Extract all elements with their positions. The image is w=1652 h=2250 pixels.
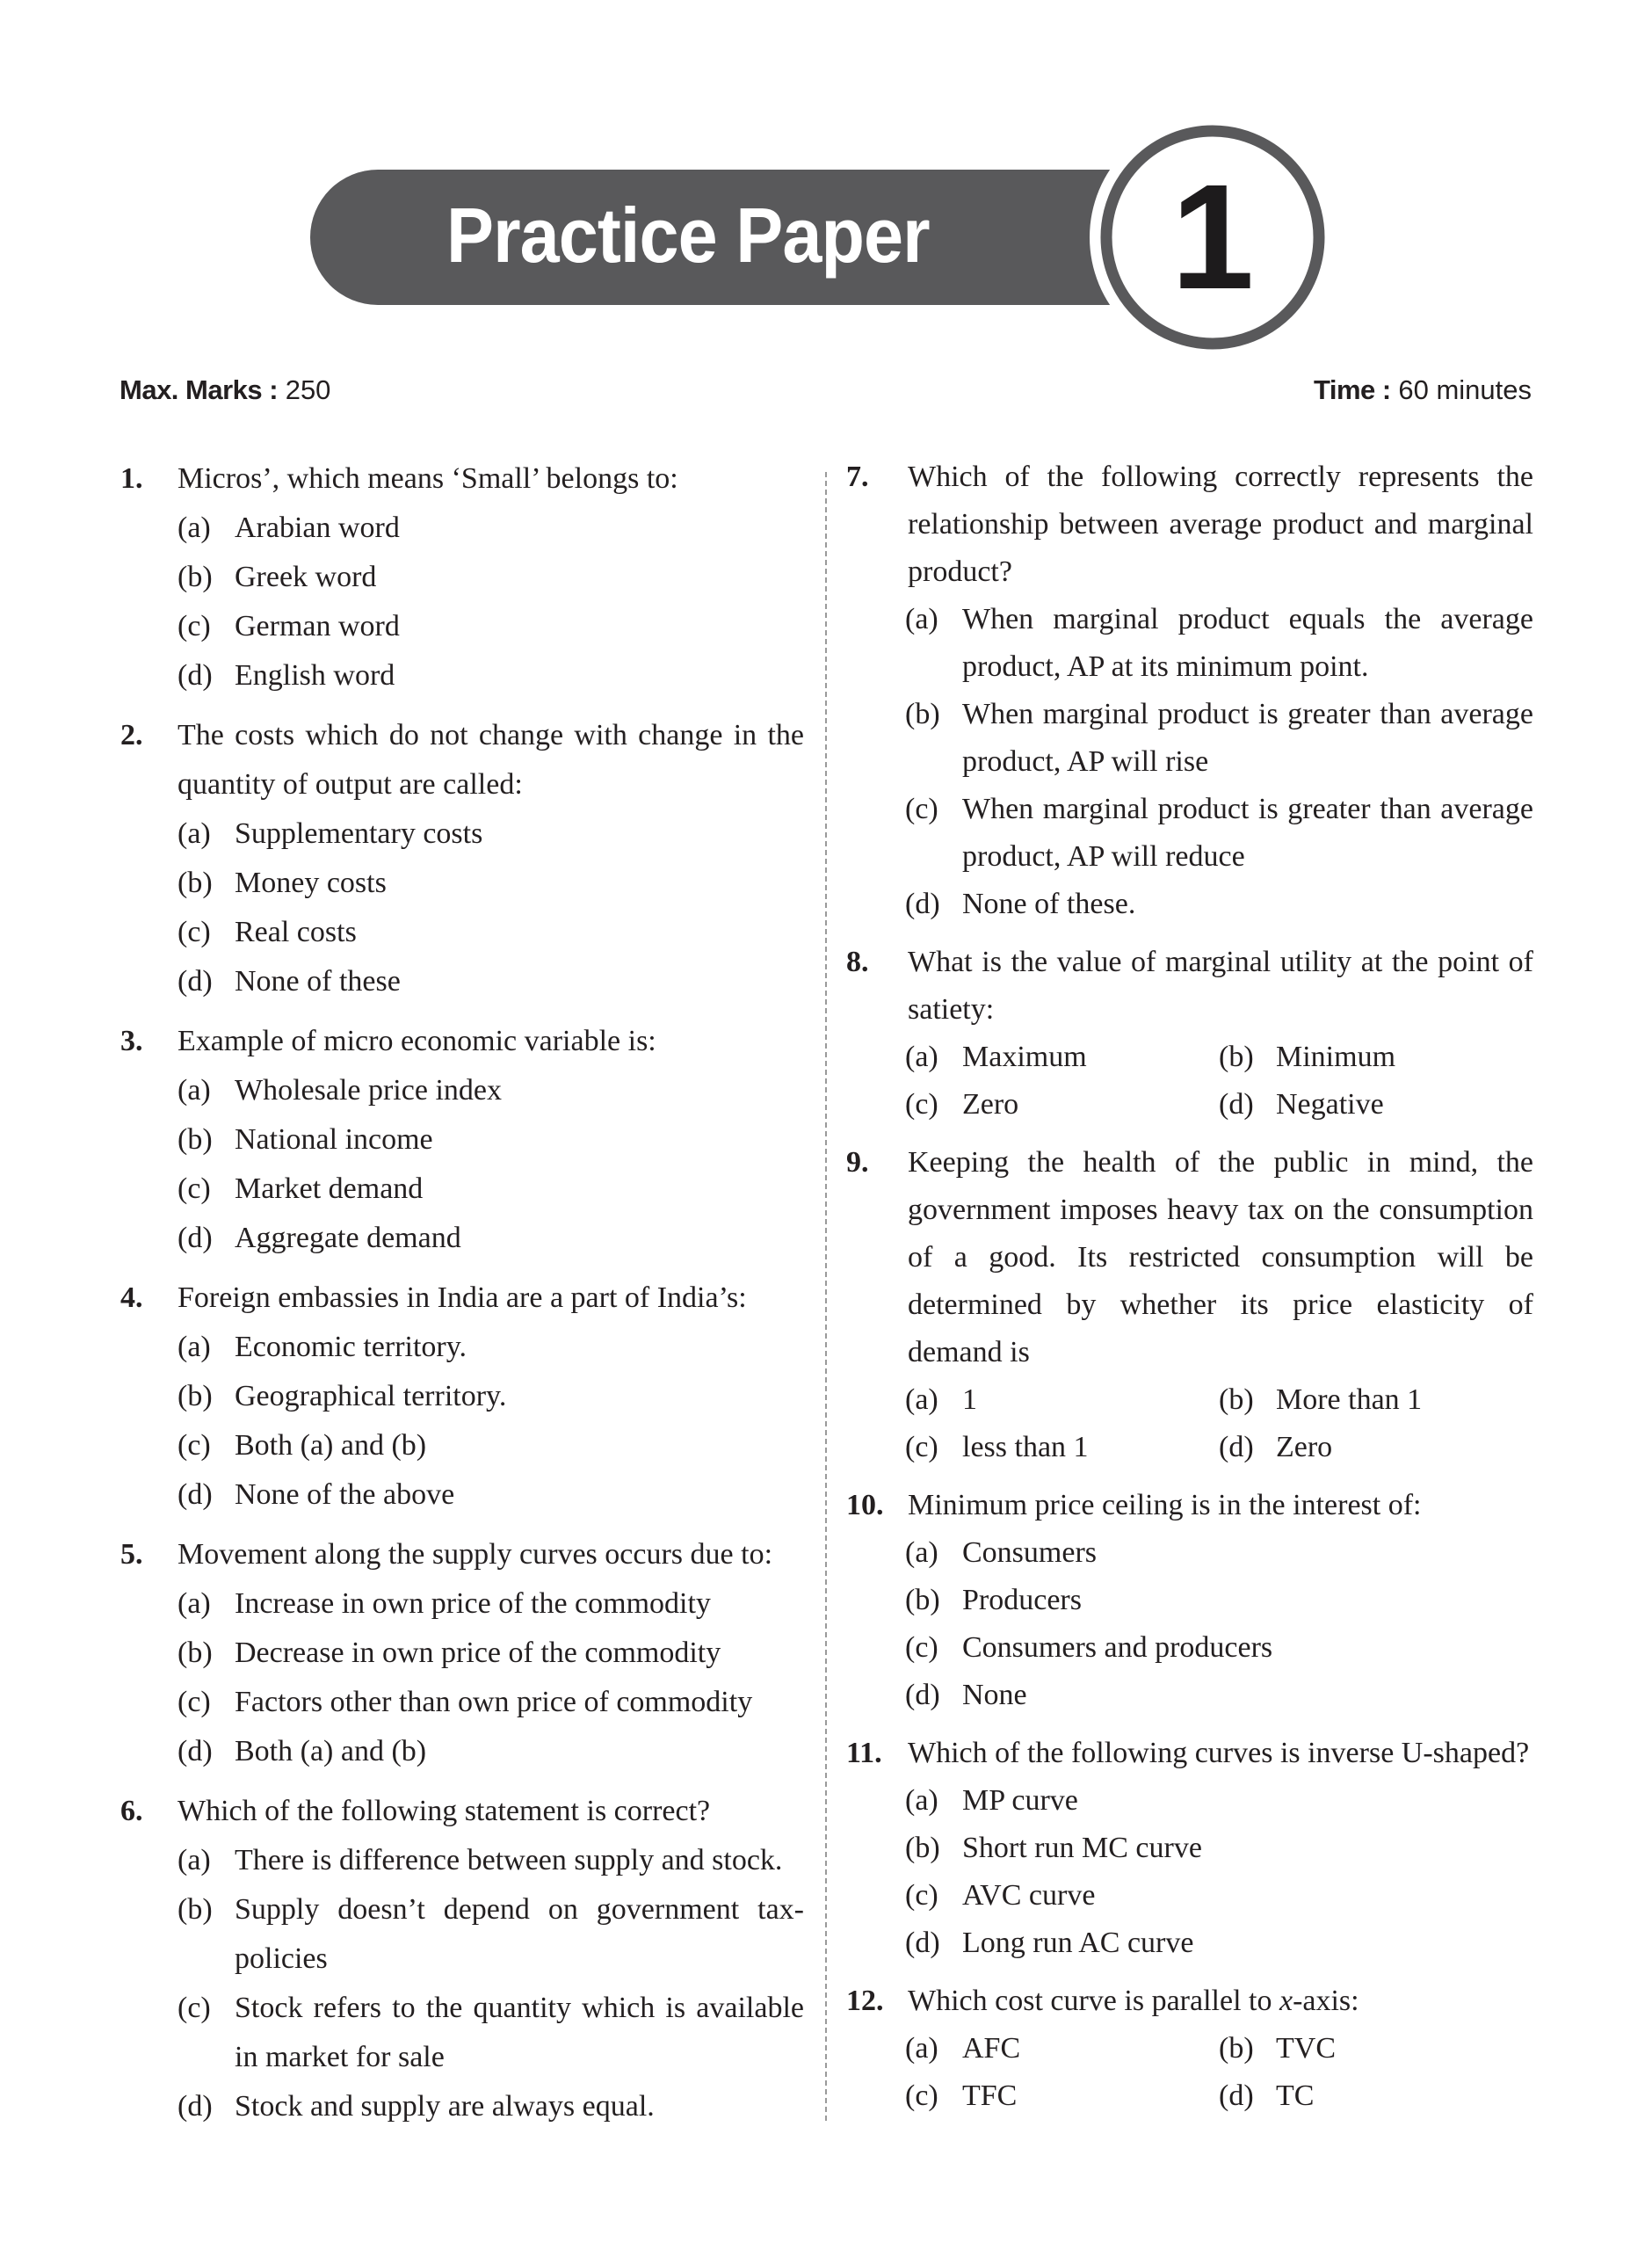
question-number: 2.: [120, 719, 143, 751]
option-text: When marginal product equals the average product, AP at its minimum point.: [962, 603, 1533, 683]
option[interactable]: [905, 1034, 1219, 1081]
option[interactable]: [178, 1678, 804, 1727]
question-text: Keeping the health of the public in mind, the government imposes heavy tax on the consumption of a good. Its restricted consumption will be determined by whether its price elasticity of demand is: [908, 1146, 1533, 1368]
option[interactable]: [178, 1984, 804, 2082]
option-label: (b): [178, 1123, 213, 1156]
option-text: Producers: [962, 1584, 1082, 1616]
option-label: (a): [905, 2032, 938, 2065]
option-label: (a): [905, 1784, 938, 1817]
option[interactable]: [178, 908, 804, 957]
option-text: Short run MC curve: [962, 1832, 1202, 1864]
option-text: Greek word: [235, 561, 377, 593]
option-text: None of these: [235, 965, 401, 998]
option[interactable]: [178, 1629, 804, 1678]
option-text: AFC: [962, 2032, 1021, 2065]
option-label: (d): [1219, 2079, 1254, 2112]
question-text-part: -axis:: [1293, 1985, 1359, 2017]
option-label: (d): [905, 1927, 940, 1959]
option-text: less than 1: [962, 1431, 1089, 1463]
option[interactable]: [178, 651, 804, 700]
banner-title: Practice Paper: [446, 192, 930, 279]
question-text: Micros’, which means ‘Small’ belongs to:: [178, 462, 678, 495]
option-text: MP curve: [962, 1784, 1078, 1817]
right-column: [846, 454, 1533, 2120]
option-label: (b): [178, 867, 213, 899]
option-label: (b): [178, 1637, 213, 1669]
option-label: (c): [178, 1429, 211, 1462]
option[interactable]: [178, 1214, 804, 1263]
option-text: Factors other than own price of commodity: [235, 1686, 753, 1718]
option-text: Stock refers to the quantity which is available in market for sale: [235, 1992, 804, 2073]
option-label: (b): [178, 1893, 213, 1926]
option[interactable]: [1219, 2072, 1533, 2120]
option[interactable]: [905, 2072, 1219, 2120]
question-text: Which of the following correctly represents the relationship between average product and marginal product?: [908, 461, 1533, 588]
option-text: Zero: [962, 1088, 1019, 1121]
option-text: Zero: [1276, 1431, 1333, 1463]
column-divider: [825, 472, 827, 2121]
option-text: Economic territory.: [235, 1331, 467, 1363]
option-text: Decrease in own price of the commodity: [235, 1637, 721, 1669]
question-text: Movement along the supply curves occurs due to:: [178, 1538, 773, 1571]
option[interactable]: [905, 1672, 1533, 1719]
option[interactable]: [905, 691, 1533, 786]
question-text: What is the value of marginal utility at the point of satiety:: [908, 946, 1533, 1026]
question-7: [846, 454, 1533, 928]
option-label: (a): [178, 817, 211, 850]
option[interactable]: [905, 1424, 1219, 1471]
option-label: (c): [905, 1088, 938, 1121]
option[interactable]: [178, 1727, 804, 1776]
option-label: (d): [178, 965, 213, 998]
option-text: AVC curve: [962, 1879, 1096, 1912]
option-label: (a): [178, 1587, 211, 1620]
paper-banner: [0, 0, 1652, 369]
option[interactable]: [905, 881, 1533, 928]
option[interactable]: [905, 2025, 1219, 2072]
option[interactable]: [905, 1777, 1533, 1825]
option[interactable]: [1219, 1034, 1533, 1081]
option-text: Aggregate demand: [235, 1222, 461, 1254]
question-8: [846, 939, 1533, 1129]
option[interactable]: [178, 1372, 804, 1421]
option-label: (a): [905, 1041, 938, 1073]
option[interactable]: [1219, 1424, 1533, 1471]
question-number: 6.: [120, 1795, 143, 1827]
banner-graphic: [0, 0, 1652, 369]
question-number: 7.: [846, 461, 869, 493]
option-label: (d): [178, 1735, 213, 1767]
option[interactable]: [178, 1066, 804, 1115]
option[interactable]: [178, 504, 804, 553]
option-label: (a): [905, 603, 938, 635]
question-text: [908, 1978, 1533, 2025]
option-label: (c): [905, 2079, 938, 2112]
option-text: None: [962, 1679, 1027, 1711]
option-text: 1: [962, 1383, 977, 1416]
time-label: Time :: [1314, 374, 1391, 405]
option-text: When marginal product is greater than average product, AP will rise: [962, 698, 1533, 778]
question-number: 3.: [120, 1025, 143, 1057]
option-label: (a): [178, 1844, 211, 1876]
question-text: Which of the following statement is correct?: [178, 1795, 711, 1827]
question-number: 10.: [846, 1489, 884, 1521]
option-text: TC: [1276, 2079, 1315, 2112]
option-text: Supplementary costs: [235, 817, 483, 850]
option-text: Increase in own price of the commodity: [235, 1587, 711, 1620]
option-label: (d): [178, 659, 213, 692]
option-text: None of these.: [962, 888, 1136, 920]
option-text: Both (a) and (b): [235, 1429, 427, 1462]
question-number: 11.: [846, 1737, 882, 1769]
question-10: [846, 1482, 1533, 1719]
option-text: Long run AC curve: [962, 1927, 1194, 1959]
option-label: (c): [178, 916, 211, 948]
option-label: (b): [1219, 1041, 1254, 1073]
option-text: None of the above: [235, 1478, 455, 1511]
option[interactable]: [178, 2082, 804, 2131]
question-number: 1.: [120, 462, 143, 495]
option[interactable]: [905, 1872, 1533, 1920]
option-label: (c): [178, 610, 211, 642]
option-label: (d): [1219, 1088, 1254, 1121]
option-label: (a): [905, 1536, 938, 1569]
option-text: Arabian word: [235, 512, 400, 544]
option-label: (d): [178, 2090, 213, 2123]
option-text: TFC: [962, 2079, 1018, 2112]
option-text: Supply doesn’t depend on government tax-policies: [235, 1893, 804, 1975]
option-label: (d): [178, 1222, 213, 1254]
option[interactable]: [1219, 2025, 1533, 2072]
option[interactable]: [905, 1577, 1533, 1624]
question-number: 8.: [846, 946, 869, 978]
option-label: (b): [905, 1832, 940, 1864]
option-text: Both (a) and (b): [235, 1735, 427, 1767]
option-label: (a): [178, 1074, 211, 1107]
option[interactable]: [178, 957, 804, 1006]
option[interactable]: [178, 1323, 804, 1372]
option-label: (b): [178, 1380, 213, 1412]
option[interactable]: [178, 602, 804, 651]
option-label: (b): [905, 698, 940, 730]
option[interactable]: [178, 1836, 804, 1885]
option[interactable]: [905, 1081, 1219, 1129]
option[interactable]: [905, 1920, 1533, 1967]
option[interactable]: [178, 553, 804, 602]
option-text: Maximum: [962, 1041, 1087, 1073]
option-label: (d): [905, 1679, 940, 1711]
option[interactable]: [905, 1624, 1533, 1672]
option-text: National income: [235, 1123, 433, 1156]
left-column: [120, 454, 804, 2131]
option[interactable]: [1219, 1081, 1533, 1129]
question-2: [120, 711, 804, 1006]
option-text: There is difference between supply and stock.: [235, 1844, 783, 1876]
option-label: (a): [178, 1331, 211, 1363]
option-label: (b): [1219, 1383, 1254, 1416]
option[interactable]: [905, 1529, 1533, 1577]
question-text: Example of micro economic variable is:: [178, 1025, 656, 1057]
option-label: (d): [178, 1478, 213, 1511]
option-text: English word: [235, 659, 395, 692]
option-label: (a): [905, 1383, 938, 1416]
question-text: Which of the following curves is inverse U-shaped?: [908, 1737, 1530, 1769]
option-text: Consumers and producers: [962, 1631, 1273, 1664]
option-text: Wholesale price index: [235, 1074, 502, 1107]
time-value: 60 minutes: [1398, 374, 1532, 405]
option[interactable]: [178, 1885, 804, 1984]
option-label: (c): [178, 1172, 211, 1205]
option-text: Negative: [1276, 1088, 1384, 1121]
max-marks-label: Max. Marks :: [120, 374, 279, 405]
question-3: [120, 1017, 804, 1263]
question-text-italic: x: [1279, 1985, 1293, 2017]
option-label: (c): [905, 1631, 938, 1664]
option-label: (b): [178, 561, 213, 593]
question-text: The costs which do not change with change in the quantity of output are called:: [178, 719, 804, 801]
option-text: German word: [235, 610, 400, 642]
max-marks-value: 250: [285, 374, 331, 405]
question-number: 12.: [846, 1985, 884, 2017]
option-label: (c): [178, 1686, 211, 1718]
option-text: Minimum: [1276, 1041, 1396, 1073]
max-marks: [120, 373, 330, 408]
question-6: [120, 1787, 804, 2131]
option[interactable]: [178, 859, 804, 908]
option-text: Stock and supply are always equal.: [235, 2090, 655, 2123]
option-label: (c): [905, 1879, 938, 1912]
option-label: (c): [905, 1431, 938, 1463]
option-text: Money costs: [235, 867, 387, 899]
option[interactable]: [905, 1376, 1219, 1424]
question-number: 9.: [846, 1146, 869, 1179]
time-allowed: [1314, 373, 1532, 408]
option[interactable]: [178, 1421, 804, 1470]
option-label: (b): [905, 1584, 940, 1616]
option[interactable]: [905, 786, 1533, 881]
paper-number: 1: [1170, 154, 1255, 321]
question-11: [846, 1730, 1533, 1967]
question-number: 5.: [120, 1538, 143, 1571]
option-label: (d): [905, 888, 940, 920]
question-text-part: Which cost curve is parallel to: [908, 1985, 1279, 2017]
option[interactable]: [905, 1825, 1533, 1872]
question-4: [120, 1274, 804, 1520]
question-number: 4.: [120, 1281, 143, 1314]
option-label: (d): [1219, 1431, 1254, 1463]
option[interactable]: [178, 1579, 804, 1629]
option-text: When marginal product is greater than average product, AP will reduce: [962, 793, 1533, 873]
option[interactable]: [178, 1165, 804, 1214]
question-9: [846, 1139, 1533, 1471]
option[interactable]: [178, 1470, 804, 1520]
option-text: Consumers: [962, 1536, 1097, 1569]
option-label: (c): [178, 1992, 211, 2024]
option-text: TVC: [1276, 2032, 1336, 2065]
option-text: Real costs: [235, 916, 357, 948]
option[interactable]: [178, 809, 804, 859]
question-12: [846, 1978, 1533, 2120]
option[interactable]: [905, 596, 1533, 691]
option-label: (b): [1219, 2032, 1254, 2065]
option-label: (c): [905, 793, 938, 825]
option-label: (a): [178, 512, 211, 544]
question-text: Minimum price ceiling is in the interest of:: [908, 1489, 1422, 1521]
option[interactable]: [1219, 1376, 1533, 1424]
question-5: [120, 1530, 804, 1776]
option-text: Market demand: [235, 1172, 424, 1205]
option-text: More than 1: [1276, 1383, 1423, 1416]
option-text: Geographical territory.: [235, 1380, 507, 1412]
option[interactable]: [178, 1115, 804, 1165]
question-text: Foreign embassies in India are a part of India’s:: [178, 1281, 747, 1314]
question-1: [120, 454, 804, 700]
